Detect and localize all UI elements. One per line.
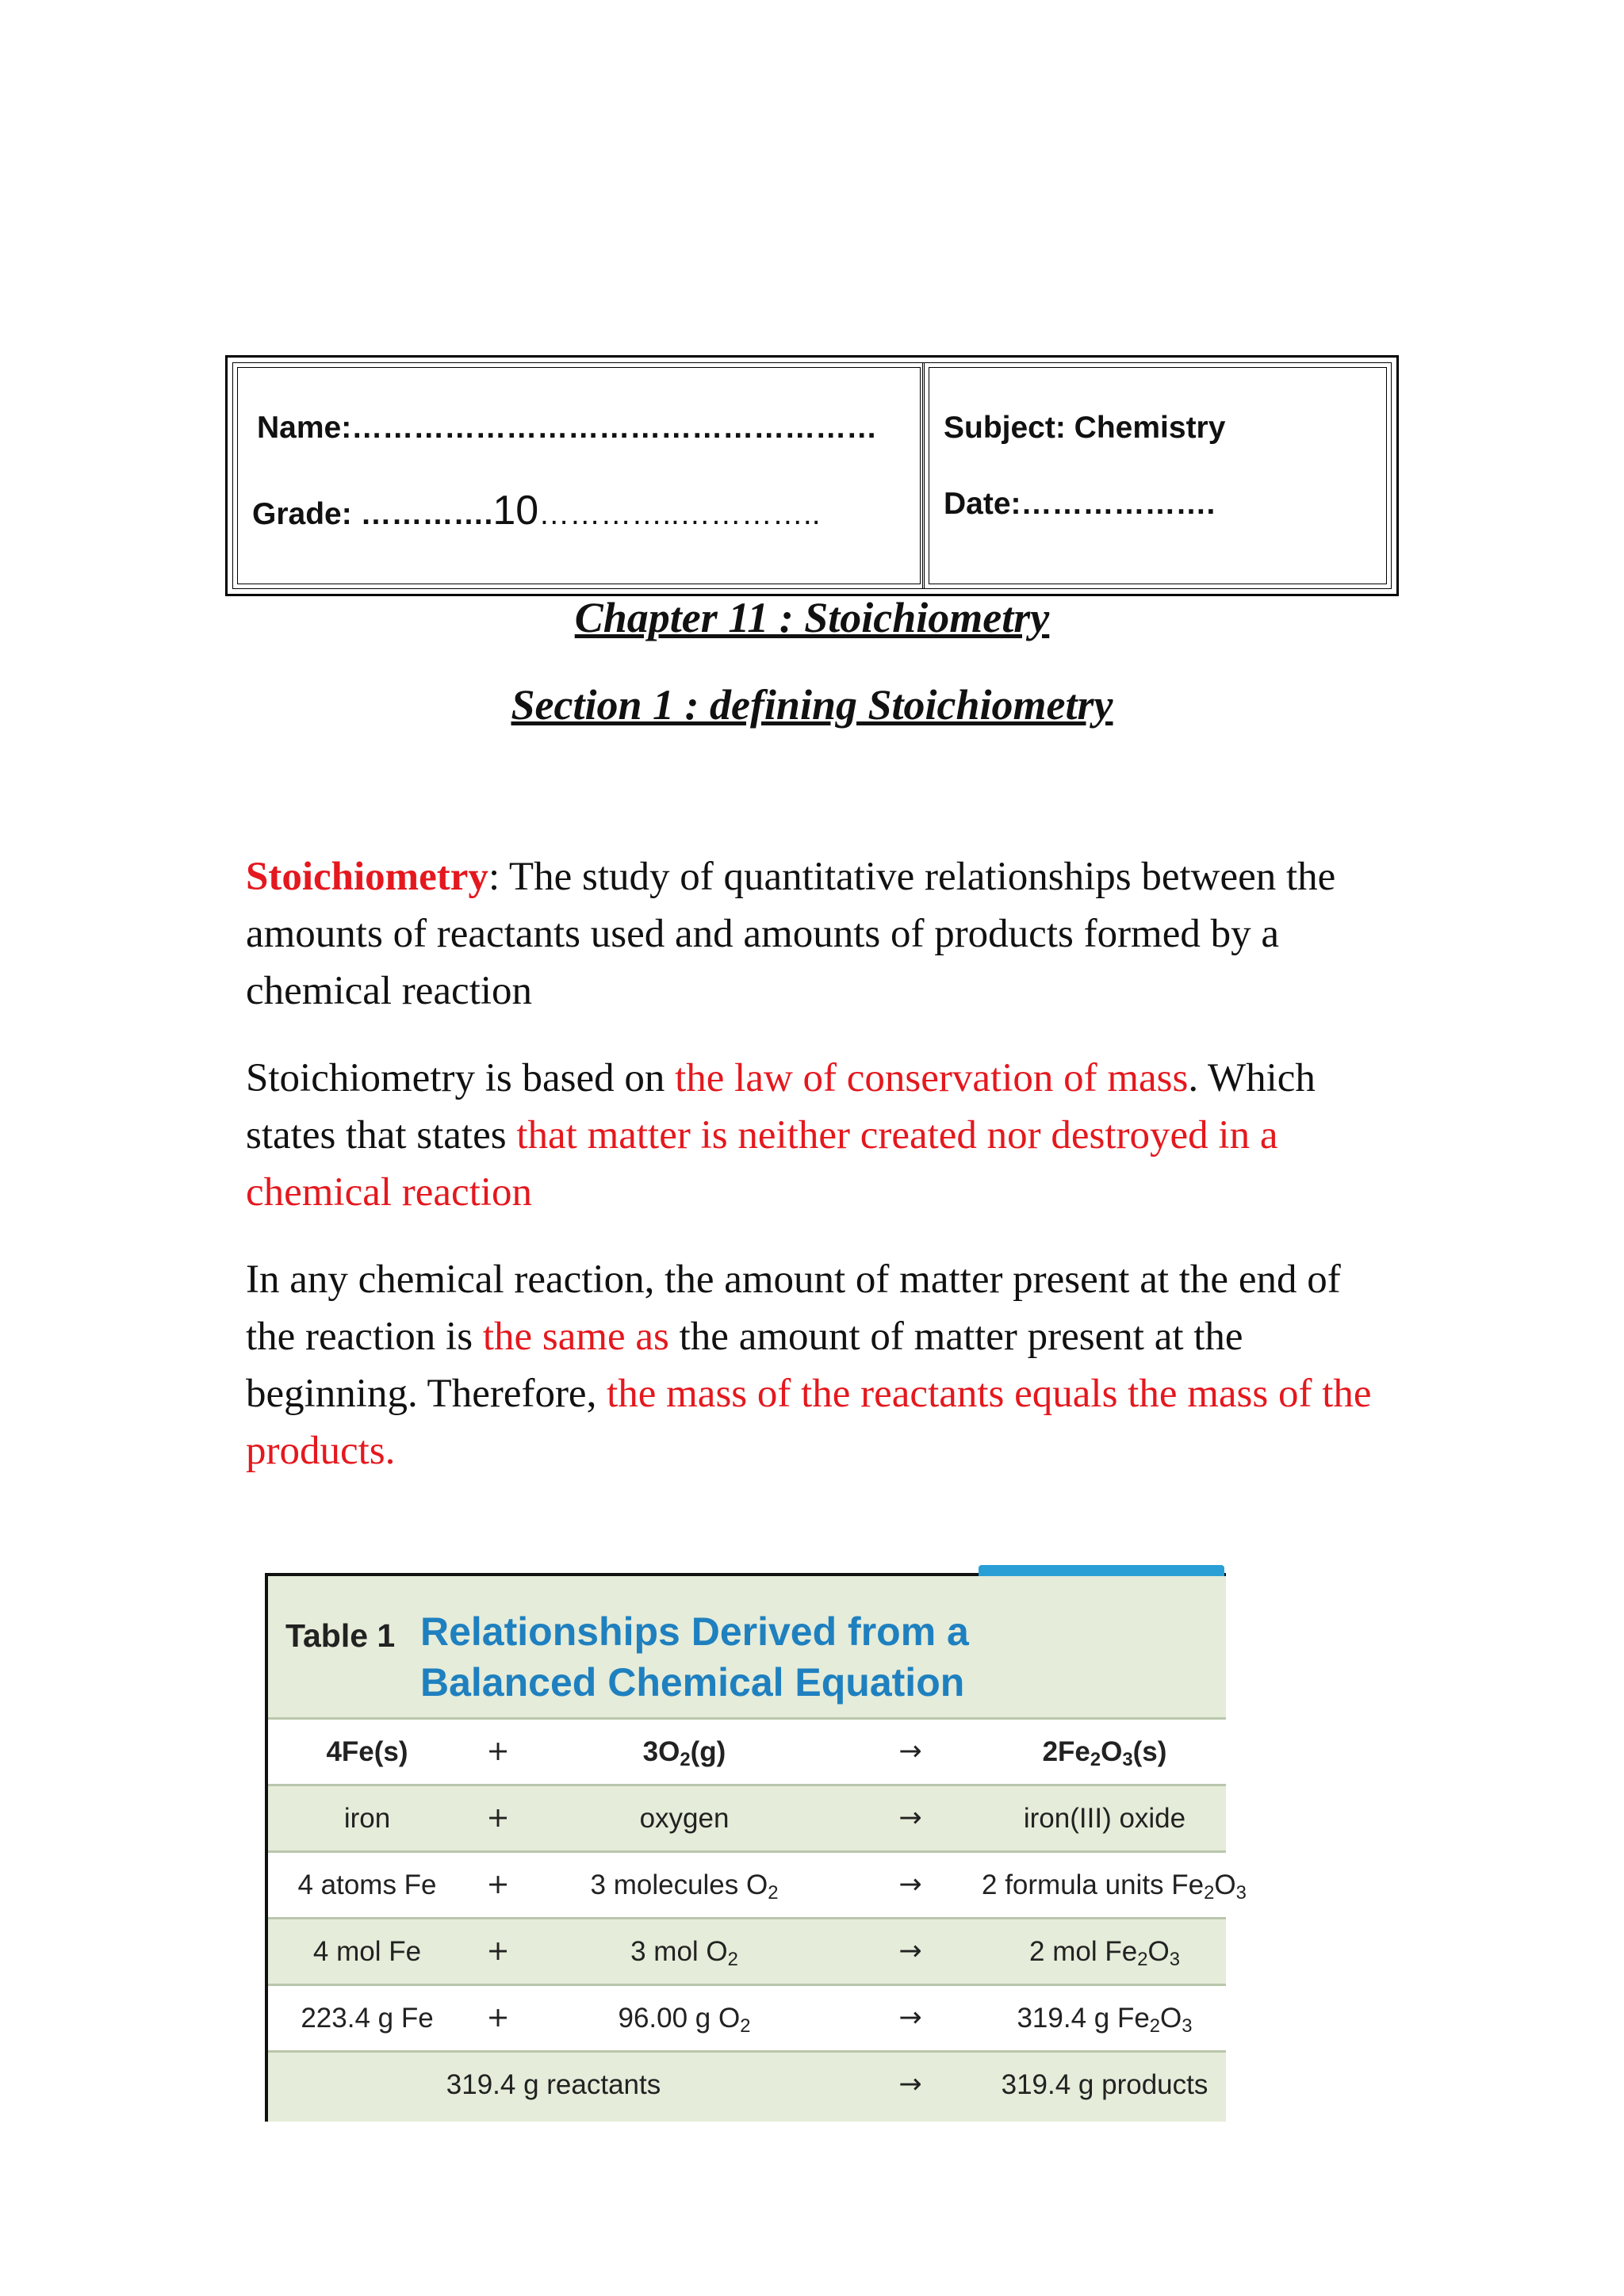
grade-field (252, 487, 821, 534)
table-row (268, 1717, 1226, 1784)
name-field (257, 411, 877, 446)
subject-label: Subject: Chemistry (944, 411, 1226, 445)
same-as: the same as (482, 1314, 669, 1359)
law-of-conservation: the law of conservation of mass (675, 1056, 1189, 1100)
table-body (268, 1717, 1247, 2117)
yield-arrow: → (898, 1869, 922, 1900)
yield-arrow: → (898, 2002, 922, 2034)
yield-arrow: → (898, 2068, 922, 2100)
p3-text-1: In any chemical reaction, the amount of matter present at the end of the reaction is (246, 1257, 1341, 1359)
cell-reactant-1: 4Fe(s) (326, 1736, 408, 1767)
cell-product: $2Fe_2O_3(s)$ (1042, 1736, 1167, 1770)
name-grade-cell (233, 363, 925, 588)
chapter-title: Chapter 11 : Stoichiometry (574, 594, 1050, 641)
name-dots: …………………………………………… (351, 411, 878, 445)
cell-total-reactants: 319.4 g reactants (446, 2069, 661, 2100)
relationships-table (265, 1573, 1247, 2122)
subject-date-cell (925, 363, 1391, 588)
term-stoichiometry: Stoichiometry (246, 855, 488, 899)
plus-sign: + (486, 1935, 510, 1967)
p2-text-2: . Which states that states (246, 1056, 1316, 1158)
table-row-totals (268, 2050, 1226, 2117)
mass-paragraph (246, 1251, 1372, 1479)
p2-text-1: Stoichiometry is based on (246, 1056, 676, 1100)
definition-text: : The study of quantitative relationships between the amounts of reactants used and amounts of products formed by a chemical reaction (246, 855, 1336, 1013)
cell-reactant-1: iron (343, 1803, 391, 1834)
cell-total-products: 319.4 g products (1001, 2069, 1208, 2100)
cell-reactant-2: 3 molecules $O_2$ (590, 1869, 779, 1904)
cell-product: 2 formula units $Fe_2O_3$ (982, 1869, 1247, 1904)
grade-dots-before: …………. (351, 497, 493, 531)
plus-sign: + (486, 1869, 510, 1900)
section-title: Section 1 : defining Stoichiometry (511, 681, 1113, 729)
table-title (420, 1606, 969, 1708)
date-label: Date: (944, 487, 1021, 521)
plus-sign: + (486, 2002, 510, 2034)
grade-dots-after: …………..………….. (538, 497, 821, 531)
cell-reactant-2: 3 mol $O_2$ (630, 1936, 738, 1970)
cell-reactant-1: 4 mol Fe (312, 1936, 422, 1967)
definition-paragraph (246, 848, 1372, 1020)
yield-arrow: → (898, 1802, 922, 1834)
cell-product: 319.4 g $Fe_2O_3$ (1017, 2003, 1193, 2037)
plus-sign: + (486, 1735, 510, 1767)
yield-arrow: → (898, 1935, 922, 1967)
mass-equality: the mass of the reactants equals the mass of the products. (246, 1372, 1372, 1473)
table-title-line2: Balanced Chemical Equation (420, 1660, 965, 1705)
cell-reactant-1: 223.4 g Fe (301, 2003, 434, 2034)
table-row (268, 1984, 1226, 2050)
cell-product: 2 mol $Fe_2O_3$ (1029, 1936, 1180, 1970)
cell-reactant-2: 96.00 g $O_2$ (618, 2003, 751, 2037)
yield-arrow: → (898, 1735, 922, 1767)
cell-product: iron(III) oxide (1023, 1803, 1186, 1834)
grade-label: Grade: (252, 497, 352, 531)
student-info-box (225, 355, 1399, 596)
date-dots: ………………. (1021, 487, 1216, 521)
grade-value: 10 (492, 488, 539, 534)
date-field (944, 487, 1215, 522)
cell-reactant-2: oxygen (639, 1803, 730, 1834)
cell-reactant-2: $3O_2(g)$ (642, 1736, 726, 1770)
p3-text-2: the amount of matter present at the beginning. Therefore, (246, 1314, 1243, 1416)
matter-statement: that matter is neither created nor destroyed in a chemical reaction (246, 1113, 1278, 1215)
plus-sign: + (486, 1802, 510, 1834)
student-info-inner (232, 362, 1392, 589)
table-tab-decoration (979, 1565, 1224, 1576)
table-row (268, 1784, 1226, 1850)
table-label: Table 1 (285, 1617, 396, 1654)
table-row (268, 1850, 1247, 1917)
table-title-line1: Relationships Derived from a (420, 1609, 969, 1654)
cell-reactant-1: 4 atoms Fe (297, 1869, 437, 1900)
name-label: Name: (257, 411, 352, 445)
table-row (268, 1917, 1226, 1984)
conservation-paragraph (246, 1050, 1372, 1221)
